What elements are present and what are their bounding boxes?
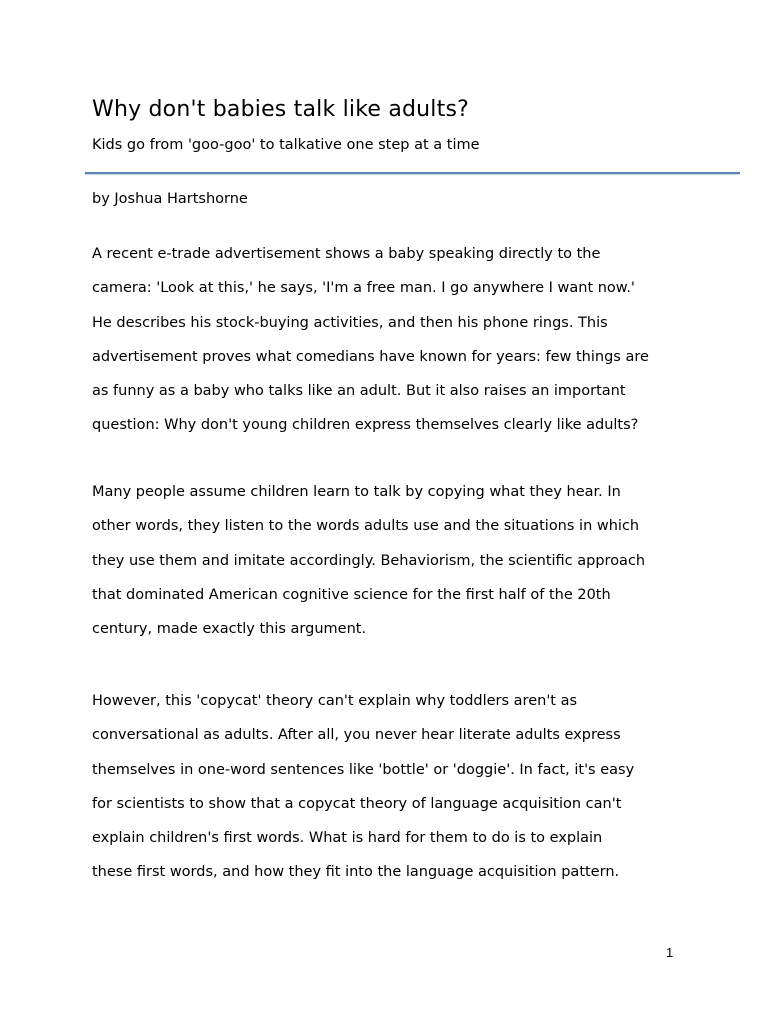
page-number: 1	[666, 945, 674, 960]
paragraph-2	[92, 481, 692, 652]
author-byline: by Joshua Hartshorne	[92, 191, 248, 207]
paragraph-line: question: Why don't young children express themselves clearly like adults?	[92, 417, 639, 434]
title-divider	[85, 172, 740, 174]
paragraph-line: camera: 'Look at this,' he says, 'I'm a free man. I go anywhere I want now.'	[92, 280, 635, 297]
paragraph-line: A recent e-trade advertisement shows a baby speaking directly to the	[92, 246, 601, 262]
paragraph-line: advertisement proves what comedians have known for years: few things are	[92, 348, 649, 365]
paragraph-line: that dominated American cognitive science for the first half of the 20th	[92, 586, 611, 603]
article-title: Why don't babies talk like adults?	[92, 97, 469, 122]
paragraph-line: they use them and imitate accordingly. Behaviorism, the scientific approach	[92, 552, 646, 569]
paragraph-line: Many people assume children learn to talk by copying what they hear. In	[92, 484, 621, 500]
paragraph-line: other words, they listen to the words adults use and the situations in which	[92, 518, 640, 535]
paragraph-line: these first words, and how they fit into the language acquisition pattern.	[92, 864, 620, 881]
article-subtitle: Kids go from 'goo-goo' to talkative one step at a time	[92, 137, 480, 153]
paragraph-line: He describes his stock-buying activities, and then his phone rings. This	[92, 314, 608, 331]
paragraph-line: However, this 'copycat' theory can't explain why toddlers aren't as	[92, 693, 578, 709]
paragraph-line: century, made exactly this argument.	[92, 621, 367, 638]
paragraph-line: themselves in one-word sentences like 'bottle' or 'doggie'. In fact, it's easy	[92, 761, 635, 778]
paragraph-line: explain children's first words. What is hard for them to do is to explain	[92, 830, 603, 847]
paragraph-line: conversational as adults. After all, you never hear literate adults express	[92, 727, 621, 744]
paragraph-line: for scientists to show that a copycat theory of language acquisition can't	[92, 795, 622, 812]
paragraph-line: as funny as a baby who talks like an adult. But it also raises an important	[92, 383, 626, 400]
paragraph-3	[92, 690, 692, 896]
paragraph-1	[92, 243, 692, 449]
